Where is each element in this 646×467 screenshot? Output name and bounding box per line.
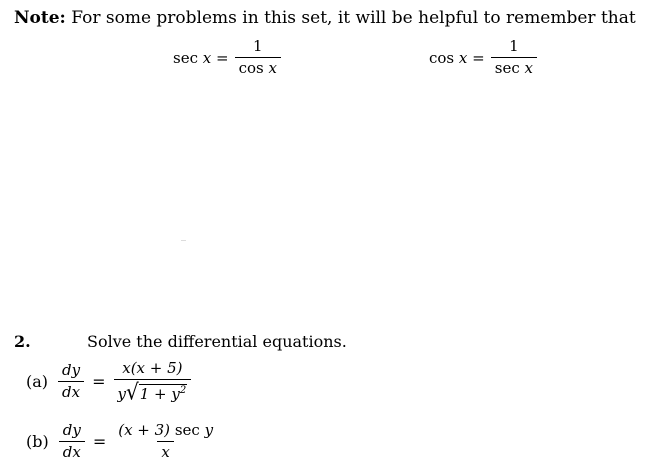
identity-sec-var: x bbox=[202, 48, 212, 67]
problem-instruction: Solve the differential equations. bbox=[87, 332, 347, 351]
identity-cos-equals: = bbox=[472, 48, 485, 67]
part-a-lhs-num: dy bbox=[62, 361, 81, 379]
identity-cos bbox=[429, 38, 537, 78]
note-label: Note: bbox=[14, 8, 66, 28]
identity-sec-fraction bbox=[235, 38, 281, 78]
identity-cos-fn: cos bbox=[429, 48, 455, 67]
part-a-rhs-fraction bbox=[114, 360, 192, 404]
part-b-rhs-den: x bbox=[157, 441, 173, 461]
identity-cos-numerator: 1 bbox=[509, 37, 519, 55]
part-b-equals: = bbox=[92, 432, 107, 452]
part-a-equals: = bbox=[92, 372, 106, 392]
part-b bbox=[26, 422, 217, 462]
identity-sec-numerator: 1 bbox=[253, 37, 263, 55]
identity-cos-var: x bbox=[458, 48, 468, 67]
part-b-lhs-fraction bbox=[59, 422, 85, 462]
part-a bbox=[26, 360, 191, 404]
part-a-label: (a) bbox=[26, 372, 49, 392]
note-text: For some problems in this set, it will be helpful to remember that bbox=[71, 8, 636, 28]
identity-sec-equals: = bbox=[216, 48, 229, 67]
faint-mark bbox=[181, 240, 186, 241]
note-line bbox=[14, 8, 636, 28]
part-b-rhs-fraction bbox=[114, 422, 217, 462]
part-a-lhs-den: dx bbox=[58, 381, 84, 401]
part-b-lhs-den: dx bbox=[59, 441, 85, 461]
identity-cos-fraction bbox=[491, 38, 537, 78]
square-root: √ $1 + y^2$ bbox=[126, 379, 187, 406]
part-b-rhs-num: (x + 3) sec y bbox=[118, 421, 214, 439]
part-b-lhs-num: dy bbox=[62, 421, 81, 439]
identity-sec bbox=[173, 38, 281, 78]
part-a-lhs-fraction bbox=[58, 362, 84, 402]
part-b-label: (b) bbox=[26, 432, 49, 452]
part-a-rhs-den: y √ $1 + y^2$ bbox=[114, 379, 192, 403]
identity-sec-fn: sec bbox=[173, 48, 198, 67]
problem-number: 2. bbox=[14, 332, 31, 351]
identity-sec-denominator: cos x bbox=[235, 57, 281, 77]
part-a-rhs-num: x(x + 5) bbox=[122, 359, 183, 377]
identity-cos-denominator: sec x bbox=[491, 57, 537, 77]
